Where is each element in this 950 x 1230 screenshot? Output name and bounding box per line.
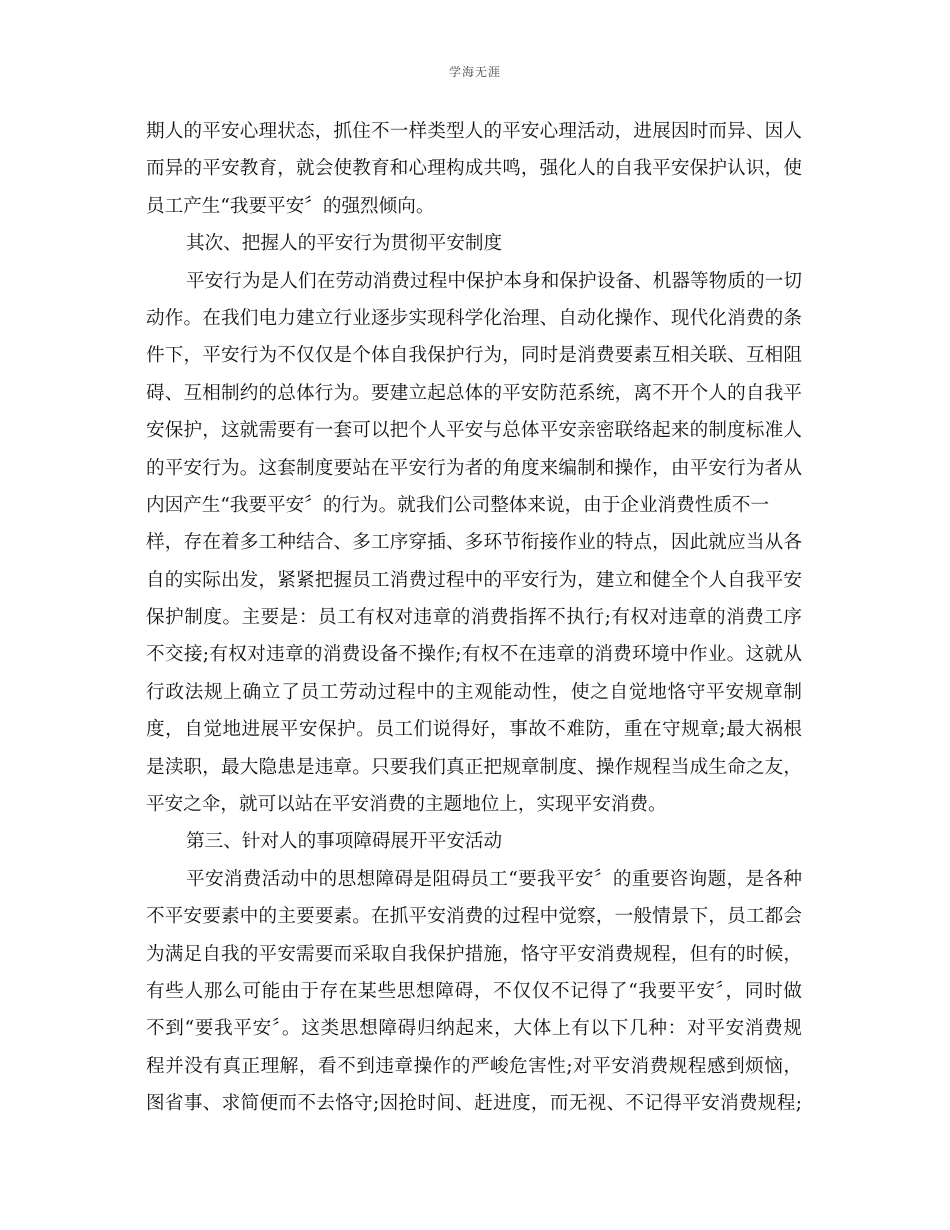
text-line: 平安消费活动中的思想障碍是阻碍员工“要我平安〞的重要咨询题，是各种	[186, 868, 802, 890]
text-line: 不到“要我平安〞。这类思想障碍归纳起来，大体上有以下几种：对平安消费规	[146, 1018, 802, 1040]
text-line: 有些人那么可能由于存在某些思想障碍，不仅仅不记得了“我要平安〞，同时做	[146, 980, 802, 1002]
text-line: 程并没有真正理解，看不到违章操作的严峻危害性;对平安消费规程感到烦恼，	[146, 1055, 802, 1077]
text-line: 是渎职，最大隐患是违章。只要我们真正把规章制度、操作规程当成生命之友，	[146, 756, 802, 778]
text-line: 不交接;有权对违章的消费设备不操作;有权不在违章的消费环境中作业。这就从	[146, 644, 802, 666]
text-line: 样，存在着多工种结合、多工序穿插、多环节衔接作业的特点，因此就应当从各	[146, 532, 802, 554]
text-line: 期人的平安心理状态，抓住不一样类型人的平安心理活动，进展因时而异、因人	[146, 121, 802, 142]
text-line: 为满足自我的平安需要而采取自我保护措施，恪守平安消费规程，但有的时候，	[146, 943, 802, 965]
section-heading: 第三、针对人的事项障碍展开平安活动	[186, 831, 503, 853]
text-line: 而异的平安教育，就会使教育和心理构成共鸣，强化人的自我平安保护认识，使	[146, 158, 802, 180]
text-line: 的平安行为。这套制度要站在平安行为者的角度来编制和操作，由平安行为者从	[146, 457, 802, 479]
text-line: 动作。在我们电力建立行业逐步实现科学化治理、自动化操作、现代化消费的条	[146, 307, 802, 329]
text-line: 度，自觉地进展平安保护。员工们说得好，事故不难防，重在守规章;最大祸根	[146, 719, 802, 741]
text-line: 不平安要素中的主要要素。在抓平安消费的过程中觉察，一般情景下，员工都会	[146, 906, 802, 928]
text-line: 内因产生“我要平安〞的行为。就我们公司整体来说，由于企业消费性质不一	[146, 494, 770, 516]
page-header: 学海无涯	[448, 65, 501, 79]
text-line: 安保护，这就需要有一套可以把个人平安与总体平安亲密联络起来的制度标准人	[146, 420, 802, 442]
text-line: 平安行为是人们在劳动消费过程中保护本身和保护设备、机器等物质的一切	[186, 270, 802, 292]
text-line: 行政法规上确立了员工劳动过程中的主观能动性，使之自觉地恪守平安规章制	[146, 681, 802, 703]
text-line: 自的实际出发，紧紧把握员工消费过程中的平安行为，建立和健全个人自我平安	[146, 569, 802, 591]
text-line: 平安之伞，就可以站在平安消费的主题地位上，实现平安消费。	[146, 794, 667, 816]
text-line: 件下，平安行为不仅仅是个体自我保护行为，同时是消费要素互相关联、互相阻	[146, 345, 802, 367]
text-line: 图省事、求简便而不去恪守;因抢时间、赶进度，而无视、不记得平安消费规程;	[146, 1093, 802, 1115]
text-line: 保护制度。主要是：员工有权对违章的消费指挥不执行;有权对违章的消费工序	[146, 607, 802, 629]
body-text	[146, 113, 802, 1123]
text-line: 员工产生“我要平安〞的强烈倾向。	[146, 195, 435, 217]
section-heading: 其次、把握人的平安行为贯彻平安制度	[186, 233, 503, 255]
text-line: 碍、互相制约的总体行为。要建立起总体的平安防范系统，离不开个人的自我平	[146, 382, 802, 404]
